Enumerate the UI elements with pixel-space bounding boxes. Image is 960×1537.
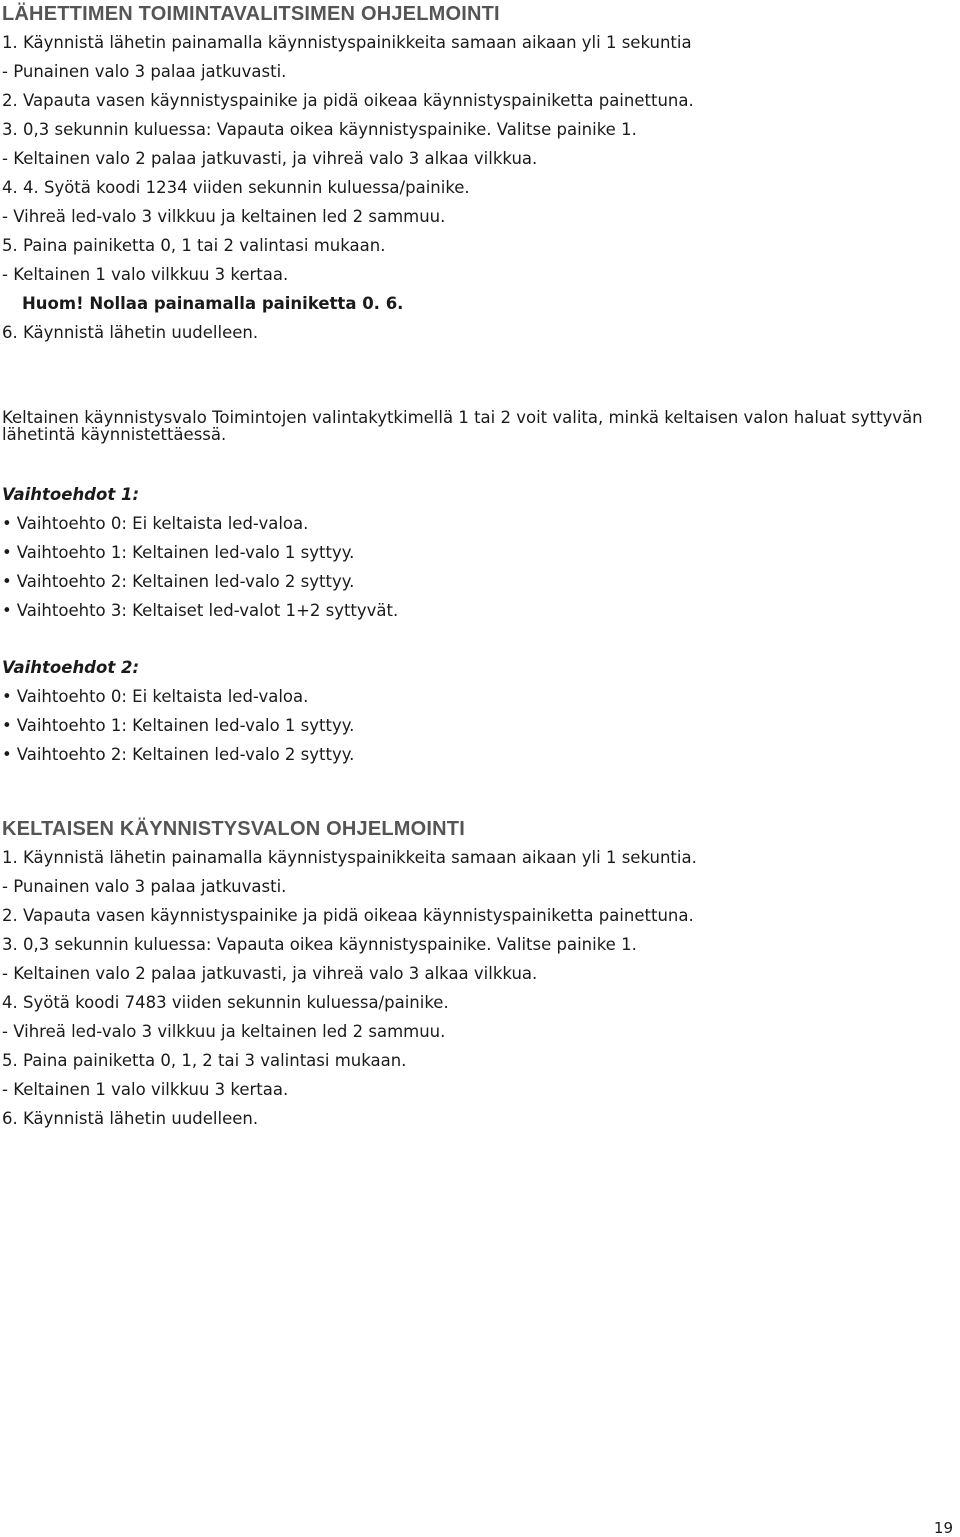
yellow-start-light-description: Keltainen käynnistysvalo Toimintojen valintakytkimellä 1 tai 2 voit valita, minkä keltaisen valon haluat syttyvän lähetintä käynnistettäessä.	[2, 408, 923, 444]
options-title: Vaihtoehdot 1:	[2, 485, 140, 504]
instruction-line: - Vihreä led-valo 3 vilkkuu ja keltainen led 2 sammuu.	[2, 207, 446, 226]
option-text: Vaihtoehto 0: Ei keltaista led-valoa.	[16, 687, 309, 706]
option-text: Vaihtoehto 0: Ei keltaista led-valoa.	[16, 514, 309, 533]
bullet-icon: •	[2, 716, 12, 735]
instruction-line: - Keltainen 1 valo vilkkuu 3 kertaa.	[2, 1080, 289, 1099]
options-title: Vaihtoehdot 2:	[2, 658, 140, 677]
bullet-icon: •	[2, 543, 12, 562]
bullet-icon: •	[2, 687, 12, 706]
option-item	[2, 740, 354, 769]
instruction-line: 1. Käynnistä lähetin painamalla käynnistyspainikkeita samaan aikaan yli 1 sekuntia	[2, 33, 692, 52]
page-number: 19	[933, 1519, 953, 1537]
section-transmitter-function-selector	[2, 0, 694, 347]
instruction-line: - Vihreä led-valo 3 vilkkuu ja keltainen led 2 sammuu.	[2, 1022, 446, 1041]
option-item	[2, 538, 398, 567]
option-text: Vaihtoehto 3: Keltaiset led-valot 1+2 syttyvät.	[16, 601, 399, 620]
option-text: Vaihtoehto 1: Keltainen led-valo 1 syttyy.	[16, 543, 355, 562]
option-item	[2, 682, 354, 711]
option-item	[2, 567, 398, 596]
instruction-line: - Keltainen valo 2 palaa jatkuvasti, ja vihreä valo 3 alkaa vilkkua.	[2, 149, 538, 168]
option-item	[2, 509, 398, 538]
section-yellow-start-light	[2, 815, 697, 1133]
section-title: LÄHETTIMEN TOIMINTAVALITSIMEN OHJELMOINTI	[2, 3, 500, 25]
option-text: Vaihtoehto 2: Keltainen led-valo 2 syttyy.	[16, 745, 355, 764]
instruction-line: 5. Paina painiketta 0, 1, 2 tai 3 valintasi mukaan.	[2, 1051, 407, 1070]
bullet-icon: •	[2, 514, 12, 533]
instruction-line: 3. 0,3 sekunnin kuluessa: Vapauta oikea käynnistyspainike. Valitse painike 1.	[2, 935, 637, 954]
bullet-icon: •	[2, 601, 12, 620]
option-item	[2, 711, 354, 740]
instruction-line: 4. Syötä koodi 7483 viiden sekunnin kuluessa/painike.	[2, 993, 449, 1012]
reset-note: Huom! Nollaa painamalla painiketta 0. 6.	[22, 294, 404, 313]
instruction-line: - Punainen valo 3 palaa jatkuvasti.	[2, 62, 287, 81]
instruction-line: 6. Käynnistä lähetin uudelleen.	[2, 1109, 259, 1128]
bullet-icon: •	[2, 745, 12, 764]
option-text: Vaihtoehto 1: Keltainen led-valo 1 syttyy.	[16, 716, 355, 735]
instruction-line: 2. Vapauta vasen käynnistyspainike ja pidä oikeaa käynnistyspainiketta painettuna.	[2, 906, 694, 925]
instruction-line: 3. 0,3 sekunnin kuluessa: Vapauta oikea käynnistyspainike. Valitse painike 1.	[2, 120, 637, 139]
options-group-2	[2, 653, 354, 769]
options-group-1	[2, 480, 398, 625]
instruction-line: 1. Käynnistä lähetin painamalla käynnistyspainikkeita samaan aikaan yli 1 sekuntia.	[2, 848, 697, 867]
instruction-line: - Keltainen 1 valo vilkkuu 3 kertaa.	[2, 265, 289, 284]
instruction-line: - Keltainen valo 2 palaa jatkuvasti, ja vihreä valo 3 alkaa vilkkua.	[2, 964, 538, 983]
instruction-line: - Punainen valo 3 palaa jatkuvasti.	[2, 877, 287, 896]
option-text: Vaihtoehto 2: Keltainen led-valo 2 syttyy.	[16, 572, 355, 591]
instruction-line: 6. Käynnistä lähetin uudelleen.	[2, 323, 259, 342]
option-item	[2, 596, 398, 625]
instruction-line: 2. Vapauta vasen käynnistyspainike ja pidä oikeaa käynnistyspainiketta painettuna.	[2, 91, 694, 110]
instruction-line: 4. 4. Syötä koodi 1234 viiden sekunnin kuluessa/painike.	[2, 178, 470, 197]
bullet-icon: •	[2, 572, 12, 591]
section-title: KELTAISEN KÄYNNISTYSVALON OHJELMOINTI	[2, 818, 465, 840]
instruction-line: 5. Paina painiketta 0, 1 tai 2 valintasi mukaan.	[2, 236, 386, 255]
